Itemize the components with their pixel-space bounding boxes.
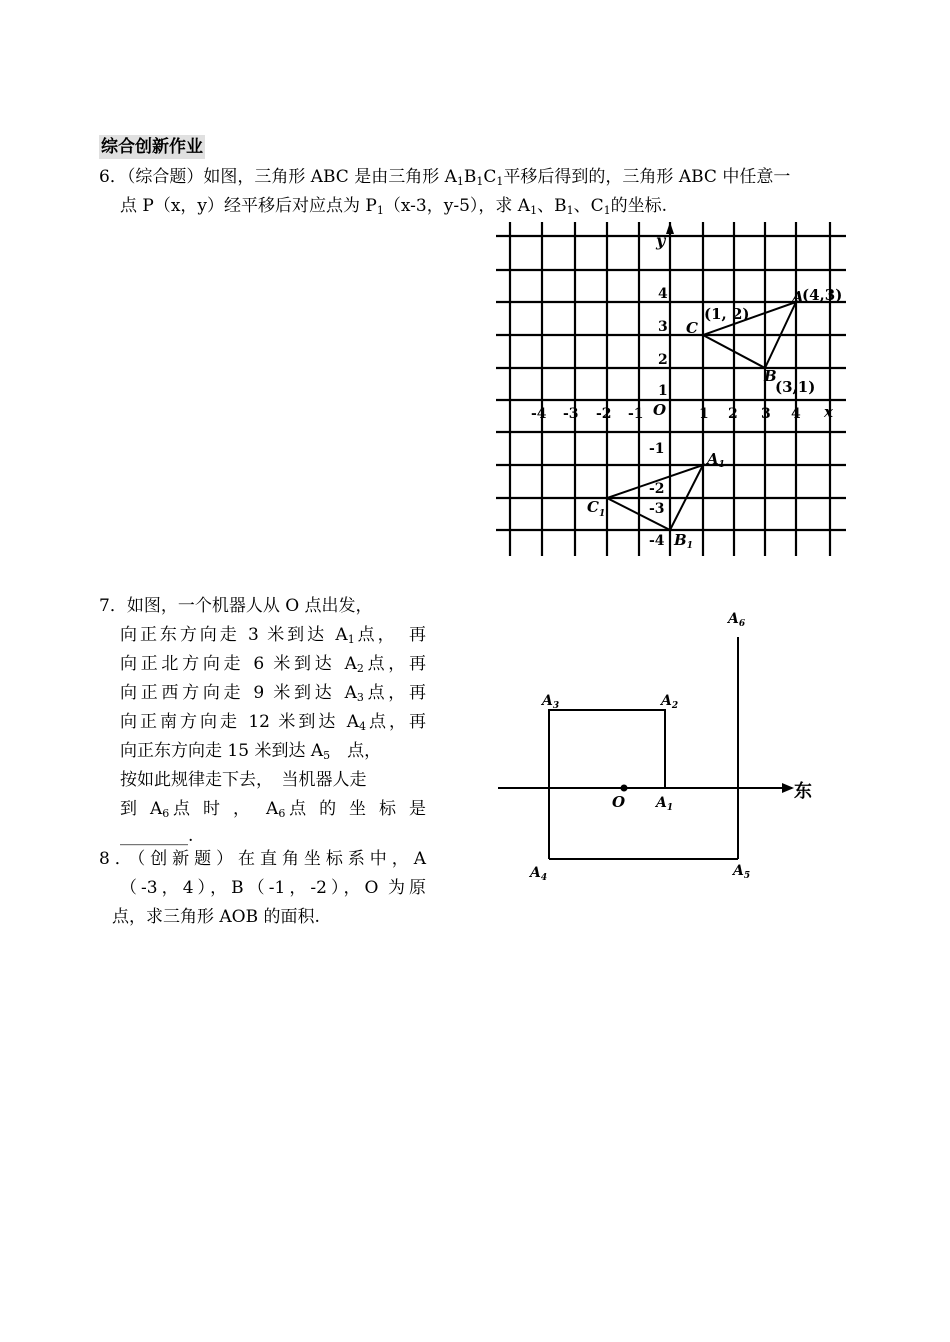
q7-text: 点，再 xyxy=(366,712,427,732)
origin-label: O xyxy=(653,401,667,419)
q7-origin-label: O xyxy=(612,793,626,811)
q7-line-3 xyxy=(120,650,426,679)
q7-line-2 xyxy=(120,621,426,650)
q6-text: 6．（综合题）如图，三角形 ABC 是由三角形 A xyxy=(99,167,457,187)
q7-answer-blank: ________. xyxy=(120,826,194,846)
subscript: 6 xyxy=(278,807,286,820)
q6-line-2 xyxy=(120,192,667,221)
y-tick: -2 xyxy=(649,481,665,497)
q7-line-8 xyxy=(120,795,426,824)
subscript: 6 xyxy=(162,807,170,820)
a3-label: $A_3$ xyxy=(542,693,560,711)
y-tick: -1 xyxy=(649,441,665,457)
q6-text: 点 P（x，y）经平移后对应点为 P xyxy=(120,196,377,216)
q7-text: 向正西方向走 9 米到达 A xyxy=(120,683,357,703)
point-a-coord: (4,3) xyxy=(802,286,843,304)
subscript: 2 xyxy=(356,662,364,675)
point-c1-label: $C_1$ xyxy=(587,498,606,519)
q6-point-labels xyxy=(587,286,842,551)
a4-label: $A_4$ xyxy=(530,865,548,883)
segment-a1-a2-a3 xyxy=(549,710,665,788)
subscript: 4 xyxy=(359,720,367,733)
q7-text: 点， xyxy=(347,741,382,761)
q7-text: 点 的 坐 标 是 xyxy=(285,799,426,819)
point-b1-label: $B_1$ xyxy=(674,531,693,551)
q7-text: 点 时 ， A xyxy=(169,799,279,819)
q8-line-1: 8．（创新题）在直角坐标系中，A xyxy=(99,849,426,869)
q7-text: 向正东方向走 3 米到达 A xyxy=(120,625,348,645)
y-tick: 3 xyxy=(658,319,668,335)
subscript: 1 xyxy=(476,175,484,188)
a5-label: $A_5$ xyxy=(733,863,751,881)
q6-text: 平移后得到的，三角形 ABC 中任意一 xyxy=(503,167,791,187)
x-axis-label: x xyxy=(824,403,833,421)
subscript: 1 xyxy=(496,175,504,188)
point-c-label: C xyxy=(686,319,698,337)
q6-text: 、B xyxy=(537,196,567,216)
subscript: 1 xyxy=(347,633,355,646)
q7-line-5 xyxy=(120,708,426,737)
x-tick: 4 xyxy=(791,406,801,422)
q7-text: 到 A xyxy=(120,799,163,819)
y-tick: 1 xyxy=(658,383,668,399)
q6-line-1 xyxy=(99,163,790,192)
q6-text: B xyxy=(463,167,477,187)
x-tick: 3 xyxy=(761,406,771,422)
subscript: 1 xyxy=(603,204,611,217)
a2-label: $A_2$ xyxy=(661,693,679,711)
x-tick: -2 xyxy=(596,406,612,422)
y-axis-label: y xyxy=(656,231,666,250)
q7-text: 向正北方向走 6 米到达 A xyxy=(120,654,357,674)
robot-path xyxy=(498,637,792,859)
q7-text: 点，再 xyxy=(363,654,426,674)
point-c-coord: (1, 2) xyxy=(704,305,750,323)
point-a-label: A xyxy=(792,288,804,306)
a1-label: $A_1$ xyxy=(656,795,674,813)
section-heading: 综合创新作业 xyxy=(101,137,203,157)
y-tick: -3 xyxy=(649,501,665,517)
q6-text: C xyxy=(483,167,497,187)
subscript: 1 xyxy=(566,204,574,217)
q7-text: 向正南方向走 12 米到达 A xyxy=(120,712,360,732)
x-tick: 2 xyxy=(728,406,738,422)
q8-line-2: （-3，4），B（-1，-2），O 为原 xyxy=(120,878,426,898)
q7-line-6 xyxy=(120,737,381,766)
q7-point-labels xyxy=(528,611,750,883)
q7-line-7: 按如此规律走下去， 当机器人走 xyxy=(120,770,367,790)
subscript: 1 xyxy=(530,204,538,217)
subscript: 1 xyxy=(456,175,464,188)
point-b-coord: (3,1) xyxy=(775,378,816,396)
y-tick: 4 xyxy=(658,286,668,302)
x-tick: -1 xyxy=(628,406,644,422)
q7-text: 向正东方向走 15 米到达 A xyxy=(120,741,324,761)
a6-label: $A_6$ xyxy=(728,611,746,629)
point-b-label: B xyxy=(764,367,777,385)
x-tick: -4 xyxy=(531,406,547,422)
subscript: 1 xyxy=(376,204,384,217)
point-a1-label: $A_1$ xyxy=(707,450,725,470)
q7-text: 点，再 xyxy=(363,683,426,703)
q6-text: （x-3，y-5），求 A xyxy=(383,196,531,216)
y-tick: 2 xyxy=(658,352,668,368)
x-tick: -3 xyxy=(563,406,579,422)
subscript: 5 xyxy=(323,749,331,762)
q7-robot-path-figure xyxy=(496,605,846,885)
east-label: 东 xyxy=(794,781,812,802)
y-axis-arrow xyxy=(666,222,674,234)
subscript: 3 xyxy=(356,691,364,704)
x-tick: 1 xyxy=(699,406,709,422)
q7-line-4 xyxy=(120,679,426,708)
y-tick: -4 xyxy=(649,533,665,549)
east-arrow xyxy=(782,783,794,793)
q6-text: 、C xyxy=(573,196,604,216)
q8-line-3: 点，求三角形 AOB 的面积. xyxy=(112,907,320,927)
origin-dot xyxy=(621,785,628,792)
q6-coordinate-figure xyxy=(496,222,848,562)
q7-line-1: 7．如图，一个机器人从 O 点出发， xyxy=(99,596,373,616)
q7-text: 点， 再 xyxy=(354,625,426,645)
q6-text: 的坐标. xyxy=(610,196,668,216)
